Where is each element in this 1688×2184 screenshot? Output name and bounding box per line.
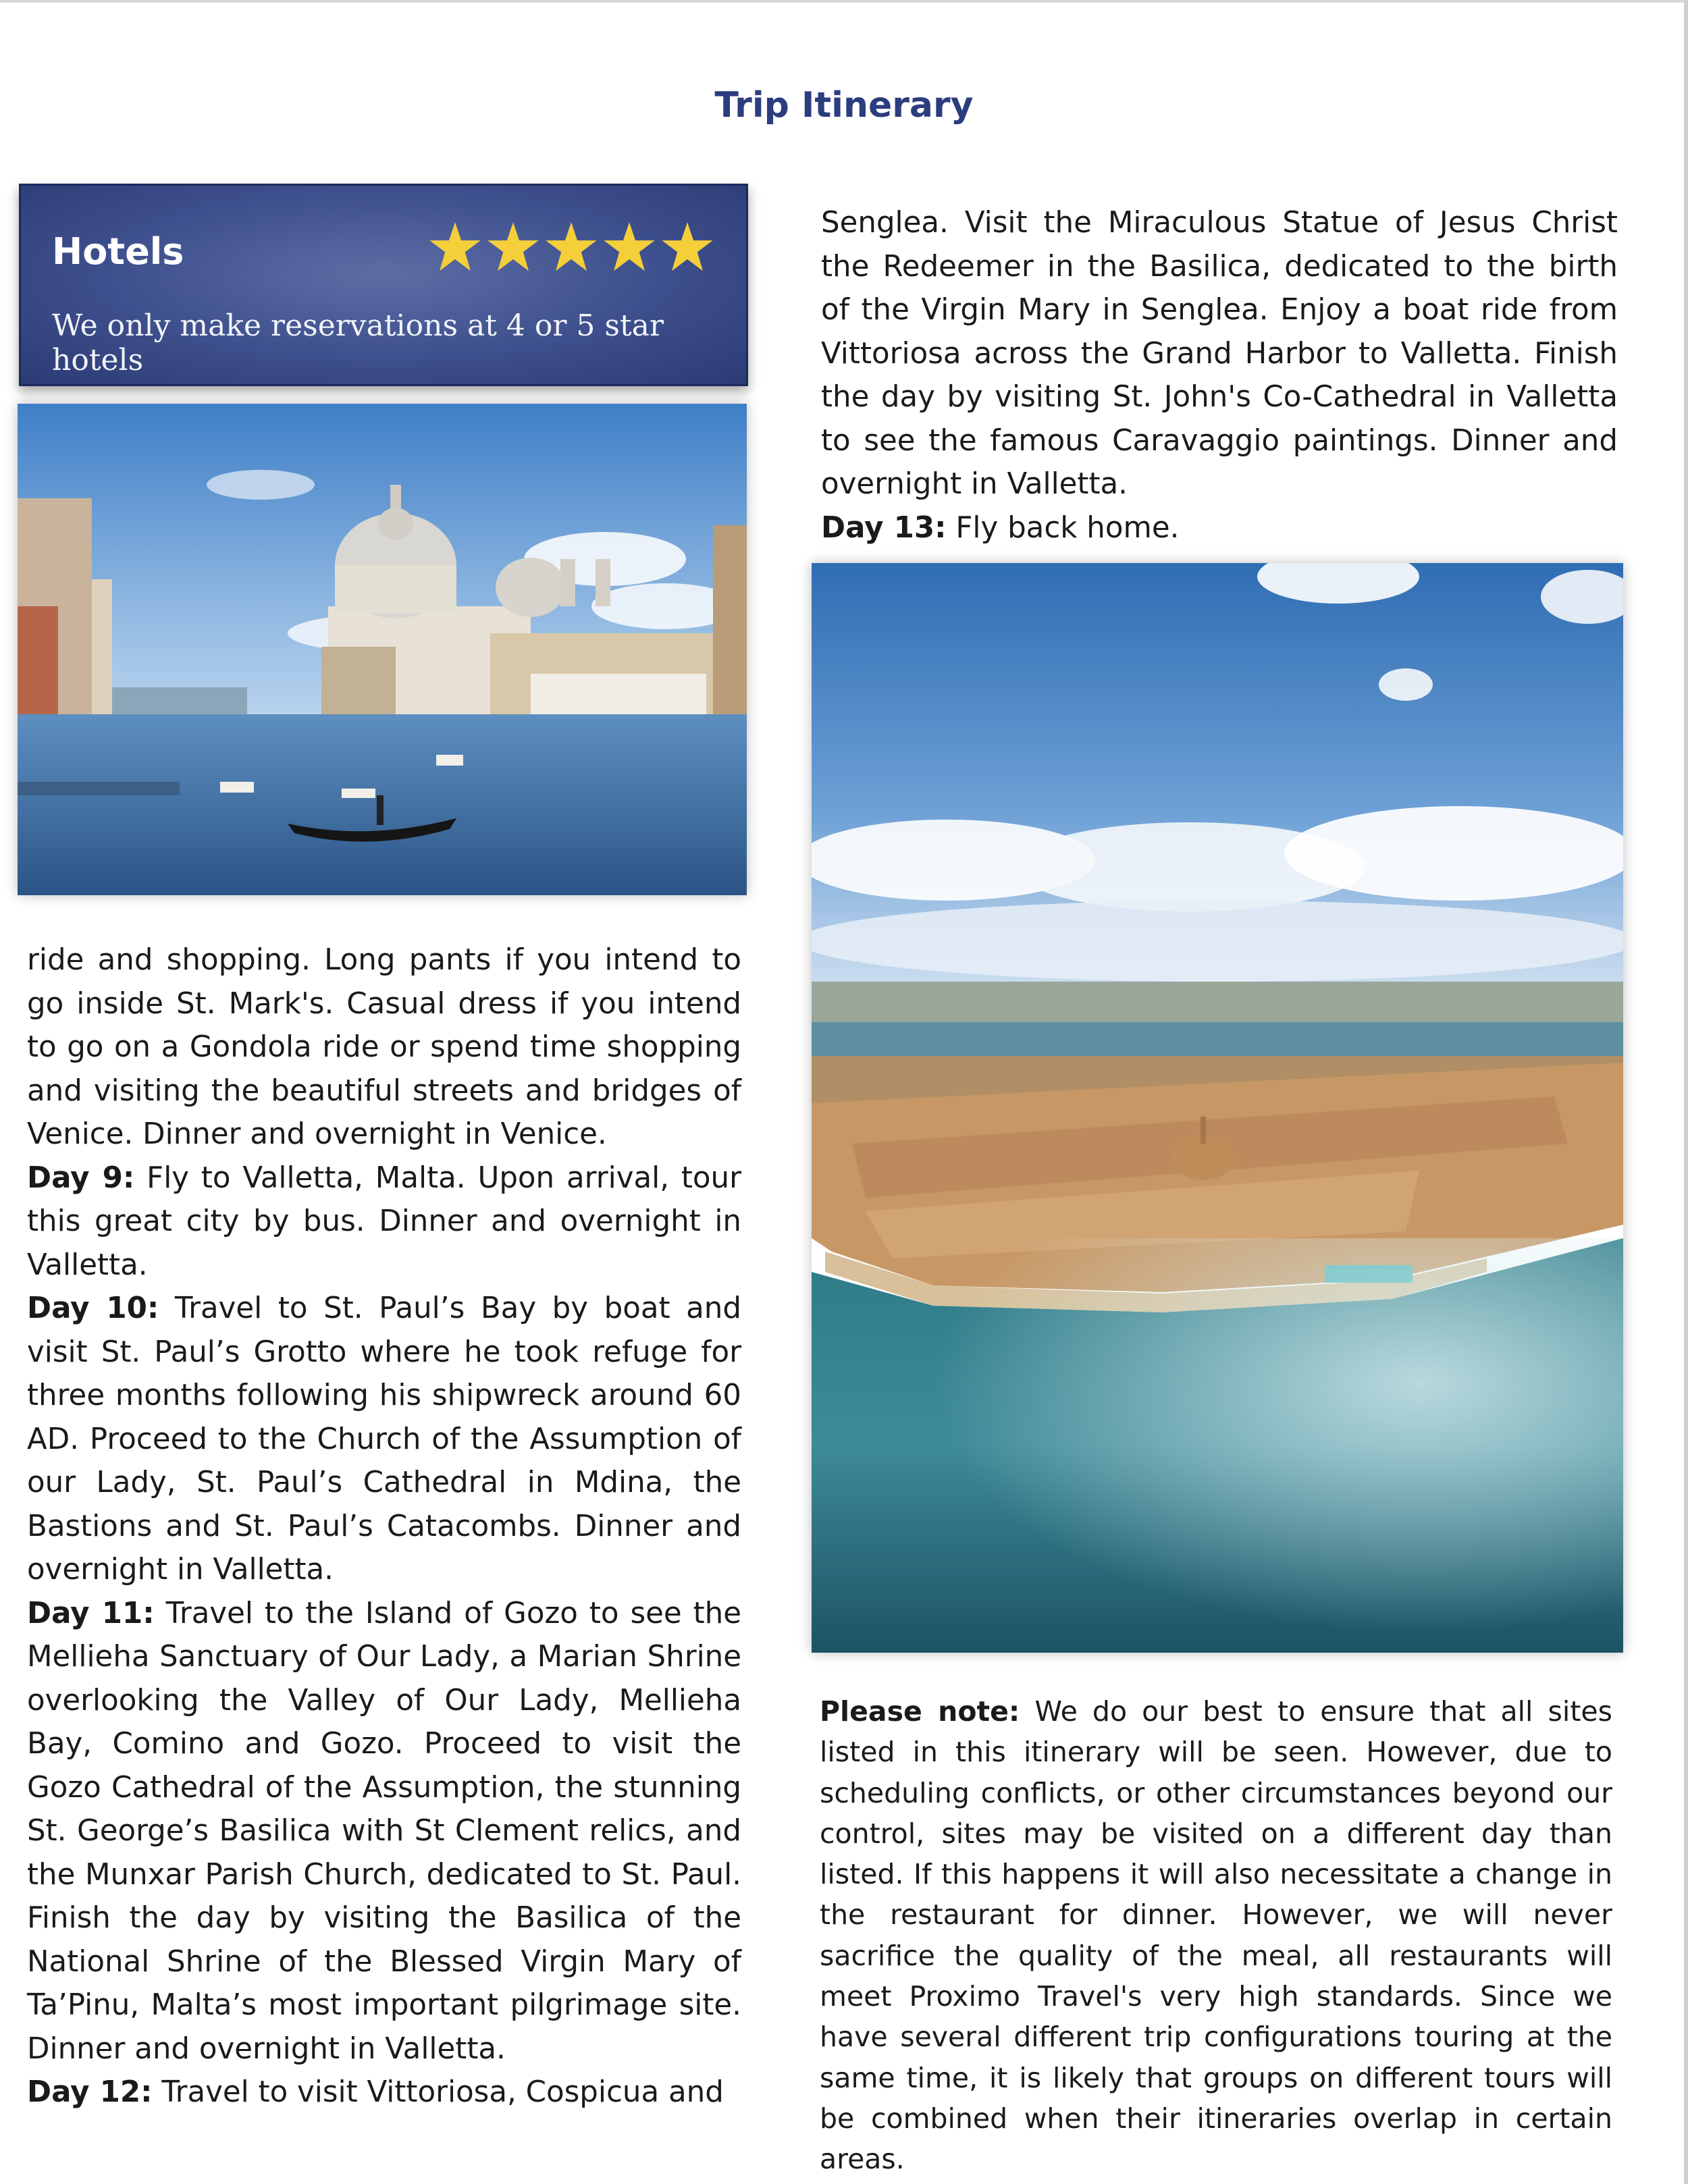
star-rating [427, 219, 718, 275]
day-label: Day 12: [27, 2075, 153, 2109]
page-top-edge [0, 0, 1688, 3]
hotels-tagline: We only make reservations at 4 or 5 star hotels [52, 309, 664, 377]
day-10 [27, 1287, 741, 1592]
day-12-continuation: Senglea. Visit the Miraculous Statue of Jesus Christ the Redeemer in the Basilica, dedicated to the birth of the Virgin Mary in Senglea. Enjoy a boat ride from Vittoriosa across the Grand Harbor to Valletta. Finish the day by visiting St. John's Co-Cathedral in Valletta to see the famous Caravaggio paintings. Dinner and overnight in Valletta. [821, 206, 1618, 501]
valletta-photo-illustration [812, 563, 1623, 1653]
day-label: Day 13: [821, 510, 947, 545]
please-note [820, 1691, 1612, 2180]
venice-day-continuation: ride and shopping. Long pants if you intend to go inside St. Mark's. Casual dress if you intend to go on a Gondola ride or spend time shopping and visiting the beautiful streets and bridges of Venice. Dinner and overnight in Venice. [27, 943, 741, 1151]
day-label: Day 10: [27, 1291, 159, 1325]
star-icon [602, 219, 657, 275]
day-text: Fly back home. [955, 510, 1180, 545]
day-label: Day 9: [27, 1161, 135, 1195]
day-12 [27, 2071, 741, 2114]
page-title: Trip Itinerary [714, 85, 974, 126]
right-column [821, 201, 1618, 550]
day-text: Travel to visit Vittoriosa, Cospicua and [161, 2075, 724, 2109]
star-icon [544, 219, 599, 275]
note-label: Please note: [820, 1695, 1020, 1728]
day-text: Travel to the Island of Gozo to see the Mellieha Sanctuary of Our Lady, a Marian Shrine overlooking the Valley of Our Lady, Mellieha Bay, Comino and Gozo. Proceed to visit the Gozo Cathedral of the Assumption, the stunning St. George’s Basilica with St Clement relics, and the Munxar Parish Church, dedicated to St. Paul. Finish the day by visiting the Basilica of the National Shrine of the Blessed Virgin Mary of Ta’Pinu, Malta’s most important pilgrimage site. Dinner and overnight in Valletta. [27, 1596, 741, 2066]
day-text: Travel to St. Paul’s Bay by boat and visit St. Paul’s Grotto where he took refuge for three months following his shipwreck around 60 AD. Proceed to the Church of the Assumption of our Lady, St. Paul’s Cathedral in Mdina, the Bastions and St. Paul’s Catacombs. Dinner and overnight in Valletta. [27, 1291, 741, 1587]
valletta-photo [812, 563, 1623, 1653]
day-13 [821, 506, 1618, 550]
page-right-edge [1684, 0, 1688, 2184]
star-icon [427, 219, 483, 275]
venice-photo-illustration [18, 404, 747, 895]
hotels-heading: Hotels [52, 230, 184, 273]
day-9 [27, 1156, 741, 1287]
day-11 [27, 1592, 741, 2071]
left-column [27, 938, 741, 2114]
star-icon [660, 219, 715, 275]
note-text: We do our best to ensure that all sites listed in this itinerary will be seen. However, due to scheduling conflicts, or other circumstances beyond our control, sites may be visited on a different day than listed. If this happens it will also necessitate a change in the restaurant for dinner. However, we will never sacrifice the quality of the meal, all restaurants will meet Proximo Travel's very high standards. Since we have several different trip configurations touring at the same time, it is likely that groups on different tours will be combined when their itineraries overlap in certain areas. [820, 1695, 1612, 2176]
star-icon [485, 219, 541, 275]
venice-photo [18, 404, 747, 895]
day-text: Fly to Valletta, Malta. Upon arrival, tour this great city by bus. Dinner and overnight in Valletta. [27, 1161, 741, 1282]
day-label: Day 11: [27, 1596, 155, 1630]
hotels-banner [19, 184, 748, 386]
